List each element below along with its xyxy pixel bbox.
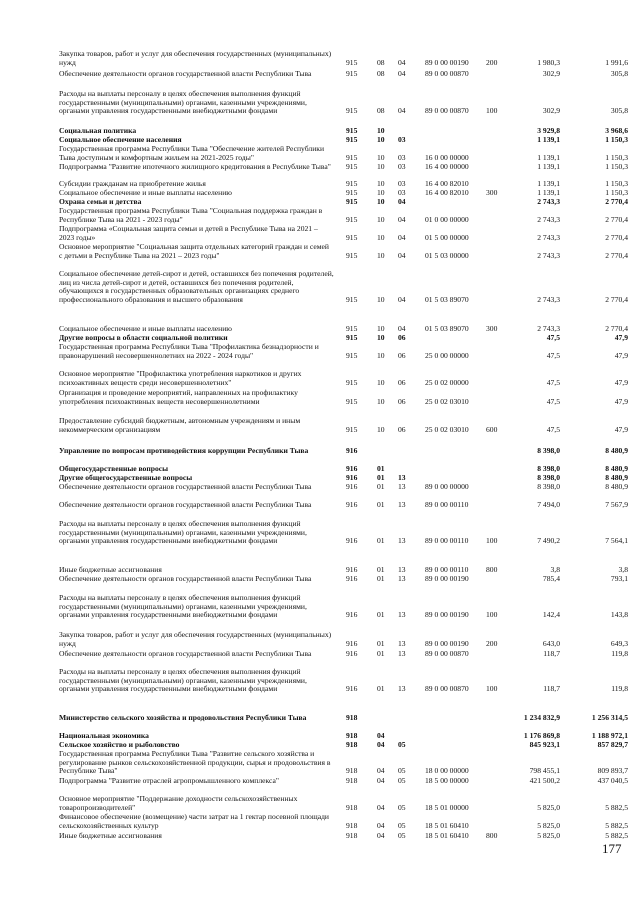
section-code: 01 <box>377 610 385 620</box>
subsection-code: 06 <box>398 350 406 360</box>
subsection-code: 04 <box>398 57 406 67</box>
amount-year-2: 47,9 <box>614 424 628 434</box>
row-name: Социальное обеспечение и иные выплаты населению <box>59 188 232 197</box>
row-name: Иные бюджетные ассигнования <box>59 565 162 574</box>
amount-year-1: 8 398,0 <box>537 464 560 473</box>
target-article-code: 25 0 00 00000 <box>425 350 469 360</box>
amount-year-2: 8 480,9 <box>605 446 628 455</box>
row-name: Основное мероприятие "Социальная защита отдельных категорий граждан и семей с детьми в Республике Тыва на 2021 – 2023 годы" <box>59 242 329 260</box>
row-name: Иные бюджетные ассигнования <box>59 831 162 840</box>
section-code: 01 <box>377 500 385 509</box>
grbs-code: 915 <box>346 350 358 360</box>
row-name: Обеспечение деятельности органов государственной власти Республики Тыва <box>59 500 312 509</box>
amount-year-1: 2 743,3 <box>537 197 560 206</box>
subsection-code: 04 <box>398 324 406 333</box>
subsection-code: 13 <box>398 649 406 658</box>
amount-year-2: 5 882,5 <box>605 831 628 840</box>
section-code: 10 <box>377 250 385 260</box>
row-name: Социальное обеспечение и иные выплаты населению <box>59 324 232 333</box>
section-code: 10 <box>377 294 385 304</box>
row-name: Другие общегосударственные вопросы <box>59 473 193 482</box>
subsection-code: 13 <box>398 565 406 574</box>
section-code: 04 <box>377 776 385 785</box>
amount-year-1: 2 743,3 <box>537 324 560 333</box>
amount-year-2: 305,8 <box>610 106 628 116</box>
grbs-code: 916 <box>346 536 358 546</box>
subsection-code: 13 <box>398 684 406 694</box>
section-code: 10 <box>377 396 385 406</box>
amount-year-1: 785,4 <box>542 574 560 583</box>
grbs-code: 915 <box>346 179 358 188</box>
amount-year-2: 649,3 <box>610 638 628 648</box>
grbs-code: 915 <box>346 135 358 144</box>
amount-year-2: 2 770,4 <box>605 250 628 260</box>
amount-year-2: 1 150,3 <box>605 135 628 144</box>
section-code: 04 <box>377 766 385 776</box>
amount-year-1: 2 743,3 <box>537 294 560 304</box>
subsection-code: 06 <box>398 424 406 434</box>
amount-year-2: 1 991,6 <box>605 57 628 67</box>
grbs-code: 916 <box>346 464 358 473</box>
section-code: 04 <box>377 802 385 812</box>
amount-year-2: 1 150,3 <box>605 152 628 162</box>
amount-year-2: 1 256 314,5 <box>591 713 628 722</box>
row-name: Другие вопросы в области социальной политики <box>59 333 228 342</box>
amount-year-1: 7 494,0 <box>537 500 560 509</box>
expense-type-code: 100 <box>486 610 498 620</box>
row-name: Социальное обеспечение детей-сирот и детей, оставшихся без попечения родителей, лиц из числа детей-сирот и детей, оставшихся без попечения родителей, обучающихся в государственных образовательных организациях среднего профессионального образования и высшего образования <box>59 269 334 304</box>
section-code: 10 <box>377 135 385 144</box>
target-article-code: 89 0 00 00110 <box>425 500 469 509</box>
grbs-code: 918 <box>346 831 358 840</box>
target-article-code: 89 0 00 00870 <box>425 69 469 78</box>
grbs-code: 915 <box>346 250 358 260</box>
row-name: Расходы на выплаты персоналу в целях обеспечения выполнения функций государственными (муниципальными) органами, казенными учреждениями, органами управления государственными внебюджетными фондами <box>59 667 307 694</box>
subsection-code: 06 <box>398 333 406 342</box>
amount-year-2: 2 770,4 <box>605 197 628 206</box>
target-article-code: 18 5 01 00000 <box>425 802 469 812</box>
section-code: 10 <box>377 324 385 333</box>
amount-year-1: 142,4 <box>542 610 560 620</box>
grbs-code: 916 <box>346 610 358 620</box>
amount-year-2: 8 480,9 <box>605 464 628 473</box>
target-article-code: 89 0 00 00190 <box>425 638 469 648</box>
amount-year-2: 1 150,3 <box>605 188 628 197</box>
amount-year-2: 3 968,6 <box>605 126 628 135</box>
expense-type-code: 200 <box>486 638 498 648</box>
subsection-code: 04 <box>398 250 406 260</box>
amount-year-1: 8 398,0 <box>537 473 560 482</box>
amount-year-1: 5 825,0 <box>537 802 560 812</box>
subsection-code: 04 <box>398 232 406 242</box>
section-code: 01 <box>377 464 385 473</box>
subsection-code: 03 <box>398 179 406 188</box>
expense-type-code: 800 <box>486 831 498 840</box>
amount-year-1: 3,8 <box>550 565 560 574</box>
expense-type-code: 600 <box>486 424 498 434</box>
amount-year-1: 1 139,1 <box>537 179 560 188</box>
amount-year-1: 2 743,3 <box>537 250 560 260</box>
grbs-code: 915 <box>346 57 358 67</box>
row-name: Управление по вопросам противодействия коррупции Республики Тыва <box>59 446 309 455</box>
section-code: 10 <box>377 162 385 171</box>
amount-year-1: 7 490,2 <box>537 536 560 546</box>
section-code: 10 <box>377 377 385 387</box>
row-name: Предоставление субсидий бюджетным, автономным учреждениям и иным некоммерческим организациям <box>59 416 301 434</box>
amount-year-1: 47,5 <box>546 350 560 360</box>
grbs-code: 916 <box>346 638 358 648</box>
target-article-code: 89 0 00 00870 <box>425 649 469 658</box>
subsection-code: 06 <box>398 396 406 406</box>
grbs-code: 915 <box>346 324 358 333</box>
amount-year-2: 305,8 <box>610 69 628 78</box>
row-name: Основное мероприятие "Поддержание доходности сельскохозяйственных товаропроизводителей" <box>59 794 298 812</box>
target-article-code: 01 5 03 89070 <box>425 324 469 333</box>
section-code: 01 <box>377 536 385 546</box>
grbs-code: 916 <box>346 574 358 583</box>
amount-year-1: 8 398,0 <box>537 482 560 491</box>
amount-year-1: 118,7 <box>543 684 560 694</box>
row-name: Социальная политика <box>59 126 137 135</box>
row-name: Государственная программа Республики Тыва "Социальная поддержка граждан в Республике Тыва на 2021 - 2023 годы" <box>59 206 323 224</box>
grbs-code: 918 <box>346 802 358 812</box>
amount-year-1: 302,9 <box>542 69 560 78</box>
row-name: Подпрограмма "Развитие ипотечного жилищного кредитования в Республике Тыва" <box>59 162 331 171</box>
section-code: 04 <box>377 831 385 840</box>
amount-year-1: 118,7 <box>543 649 560 658</box>
section-code: 01 <box>377 649 385 658</box>
amount-year-2: 2 770,4 <box>605 214 628 224</box>
row-name: Субсидии гражданам на приобретение жилья <box>59 179 206 188</box>
row-name: Обеспечение деятельности органов государственной власти Республики Тыва <box>59 649 312 658</box>
row-name: Общегосударственные вопросы <box>59 464 169 473</box>
target-article-code: 89 0 00 00190 <box>425 574 469 583</box>
section-code: 10 <box>377 197 385 206</box>
section-code: 01 <box>377 482 385 491</box>
subsection-code: 03 <box>398 188 406 197</box>
target-article-code: 89 0 00 00870 <box>425 684 469 694</box>
expense-type-code: 800 <box>486 565 498 574</box>
section-code: 01 <box>377 473 385 482</box>
grbs-code: 915 <box>346 69 358 78</box>
amount-year-2: 793,1 <box>610 574 628 583</box>
subsection-code: 05 <box>398 831 406 840</box>
grbs-code: 916 <box>346 482 358 491</box>
section-code: 01 <box>377 638 385 648</box>
amount-year-1: 47,5 <box>546 333 560 342</box>
amount-year-2: 47,9 <box>614 377 628 387</box>
section-code: 01 <box>377 574 385 583</box>
target-article-code: 01 5 00 00000 <box>425 232 469 242</box>
amount-year-1: 3 929,8 <box>537 126 560 135</box>
subsection-code: 13 <box>398 482 406 491</box>
amount-year-2: 47,9 <box>614 333 628 342</box>
subsection-code: 03 <box>398 162 406 171</box>
expense-type-code: 200 <box>486 57 498 67</box>
section-code: 10 <box>377 232 385 242</box>
grbs-code: 916 <box>346 684 358 694</box>
grbs-code: 916 <box>346 473 358 482</box>
amount-year-1: 8 398,0 <box>537 446 560 455</box>
subsection-code: 05 <box>398 766 406 776</box>
target-article-code: 89 0 00 00110 <box>425 565 469 574</box>
grbs-code: 915 <box>346 232 358 242</box>
grbs-code: 916 <box>346 649 358 658</box>
row-name: Государственная программа Республики Тыва "Профилактика безнадзорности и правонарушений несовершеннолетних на 2022 - 2024 годы" <box>59 342 319 360</box>
subsection-code: 04 <box>398 69 406 78</box>
grbs-code: 918 <box>346 820 358 830</box>
amount-year-2: 1 150,3 <box>605 162 628 171</box>
amount-year-2: 119,8 <box>611 649 628 658</box>
amount-year-1: 47,5 <box>546 377 560 387</box>
section-code: 04 <box>377 740 385 749</box>
grbs-code: 915 <box>346 294 358 304</box>
target-article-code: 18 5 00 00000 <box>425 776 469 785</box>
amount-year-2: 7 567,9 <box>605 500 628 509</box>
row-name: Организация и проведение мероприятий, направленных на профилактику употребления психоактивных веществ несовершеннолетними <box>59 388 298 406</box>
row-name: Обеспечение деятельности органов государственной власти Республики Тыва <box>59 69 312 78</box>
subsection-code: 03 <box>398 152 406 162</box>
amount-year-2: 2 770,4 <box>605 294 628 304</box>
grbs-code: 918 <box>346 740 358 749</box>
amount-year-2: 47,9 <box>614 350 628 360</box>
row-name: Основное мероприятие "Профилактика употребления наркотиков и других психоактивных веществ среди несовершеннолетних" <box>59 369 302 387</box>
subsection-code: 13 <box>398 473 406 482</box>
grbs-code: 918 <box>346 713 358 722</box>
amount-year-1: 1 139,1 <box>537 188 560 197</box>
row-name: Обеспечение деятельности органов государственной власти Республики Тыва <box>59 574 312 583</box>
expense-type-code: 100 <box>486 536 498 546</box>
subsection-code: 04 <box>398 214 406 224</box>
amount-year-1: 1 139,1 <box>537 152 560 162</box>
subsection-code: 05 <box>398 776 406 785</box>
amount-year-1: 2 743,3 <box>537 232 560 242</box>
subsection-code: 13 <box>398 610 406 620</box>
amount-year-2: 2 770,4 <box>605 324 628 333</box>
subsection-code: 05 <box>398 802 406 812</box>
section-code: 10 <box>377 179 385 188</box>
grbs-code: 915 <box>346 214 358 224</box>
row-name: Государственная программа Республики Тыва "Развитие сельского хозяйства и регулирование рынков сельскохозяйственной продукции, сырья и продовольствия в Республике Тыва" <box>59 749 331 776</box>
amount-year-2: 437 040,5 <box>597 776 628 785</box>
section-code: 10 <box>377 350 385 360</box>
subsection-code: 05 <box>398 740 406 749</box>
amount-year-1: 1 234 832,9 <box>523 713 560 722</box>
row-name: Закупка товаров, работ и услуг для обеспечения государственных (муниципальных) нужд <box>59 630 332 648</box>
target-article-code: 89 0 00 00190 <box>425 57 469 67</box>
target-article-code: 89 0 00 00190 <box>425 610 469 620</box>
target-article-code: 25 0 02 03010 <box>425 424 469 434</box>
target-article-code: 89 0 00 00000 <box>425 482 469 491</box>
amount-year-2: 8 480,9 <box>605 482 628 491</box>
target-article-code: 89 0 00 00870 <box>425 106 469 116</box>
section-code: 10 <box>377 333 385 342</box>
row-name: Расходы на выплаты персоналу в целях обеспечения выполнения функций государственными (муниципальными) органами, казенными учреждениями, органами управления государственными внебюджетными фондами <box>59 89 307 116</box>
row-name: Министерство сельского хозяйства и продовольствия Республики Тыва <box>59 713 307 722</box>
grbs-code: 915 <box>346 377 358 387</box>
subsection-code: 05 <box>398 820 406 830</box>
section-code: 01 <box>377 684 385 694</box>
amount-year-2: 809 893,7 <box>597 766 628 776</box>
grbs-code: 915 <box>346 162 358 171</box>
section-code: 04 <box>377 820 385 830</box>
amount-year-2: 5 882,5 <box>605 820 628 830</box>
subsection-code: 03 <box>398 135 406 144</box>
target-article-code: 18 5 01 60410 <box>425 820 469 830</box>
amount-year-2: 1 150,3 <box>605 179 628 188</box>
row-name: Финансовое обеспечение (возмещение) части затрат на 1 гектар посевной площади сельскохозяйственных культур <box>59 812 329 830</box>
amount-year-1: 421 500,2 <box>529 776 560 785</box>
target-article-code: 16 0 00 00000 <box>425 152 469 162</box>
target-article-code: 01 5 03 00000 <box>425 250 469 260</box>
amount-year-2: 3,8 <box>618 565 628 574</box>
amount-year-1: 5 825,0 <box>537 831 560 840</box>
expense-type-code: 300 <box>486 188 498 197</box>
grbs-code: 918 <box>346 776 358 785</box>
subsection-code: 13 <box>398 536 406 546</box>
amount-year-2: 1 188 972,1 <box>591 731 628 740</box>
amount-year-1: 1 139,1 <box>537 162 560 171</box>
row-name: Обеспечение деятельности органов государственной власти Республики Тыва <box>59 482 312 491</box>
amount-year-2: 2 770,4 <box>605 232 628 242</box>
subsection-code: 13 <box>398 638 406 648</box>
expense-type-code: 300 <box>486 324 498 333</box>
grbs-code: 915 <box>346 126 358 135</box>
amount-year-1: 2 743,3 <box>537 214 560 224</box>
grbs-code: 915 <box>346 106 358 116</box>
row-name: Подпрограмма «Социальная защита семьи и детей в Республике Тыва на 2021 – 2023 годы» <box>59 224 318 242</box>
row-name: Подпрограмма "Развитие отраслей агропромышленного комплекса" <box>59 776 279 785</box>
target-article-code: 16 4 00 82010 <box>425 188 469 197</box>
section-code: 10 <box>377 424 385 434</box>
row-name: Социальное обеспечение населения <box>59 135 182 144</box>
section-code: 10 <box>377 126 385 135</box>
target-article-code: 25 0 02 03010 <box>425 396 469 406</box>
amount-year-1: 1 980,3 <box>537 57 560 67</box>
subsection-code: 13 <box>398 574 406 583</box>
target-article-code: 16 4 00 00000 <box>425 162 469 171</box>
amount-year-2: 8 480,9 <box>605 473 628 482</box>
target-article-code: 01 0 00 00000 <box>425 214 469 224</box>
grbs-code: 918 <box>346 766 358 776</box>
row-name: Закупка товаров, работ и услуг для обеспечения государственных (муниципальных) нужд <box>59 49 332 67</box>
subsection-code: 13 <box>398 500 406 509</box>
row-name: Сельское хозяйство и рыболовство <box>59 740 180 749</box>
amount-year-1: 47,5 <box>546 396 560 406</box>
amount-year-2: 857 829,7 <box>597 740 628 749</box>
amount-year-2: 7 564,1 <box>605 536 628 546</box>
section-code: 10 <box>377 214 385 224</box>
amount-year-1: 1 176 869,8 <box>523 731 560 740</box>
amount-year-1: 302,9 <box>542 106 560 116</box>
grbs-code: 915 <box>346 396 358 406</box>
subsection-code: 04 <box>398 106 406 116</box>
amount-year-1: 845 923,1 <box>529 740 560 749</box>
grbs-code: 915 <box>346 152 358 162</box>
amount-year-1: 798 455,1 <box>529 766 560 776</box>
row-name: Расходы на выплаты персоналу в целях обеспечения выполнения функций государственными (муниципальными) органами, казенными учреждениями, органами управления государственными внебюджетными фондами <box>59 593 307 620</box>
row-name: Охрана семьи и детства <box>59 197 142 206</box>
grbs-code: 918 <box>346 731 358 740</box>
expense-type-code: 100 <box>486 684 498 694</box>
section-code: 08 <box>377 69 385 78</box>
target-article-code: 89 0 00 00110 <box>425 536 469 546</box>
amount-year-2: 143,8 <box>610 610 628 620</box>
target-article-code: 18 5 01 60410 <box>425 831 469 840</box>
section-code: 08 <box>377 106 385 116</box>
section-code: 04 <box>377 731 385 740</box>
subsection-code: 06 <box>398 377 406 387</box>
amount-year-1: 5 825,0 <box>537 820 560 830</box>
amount-year-1: 1 139,1 <box>537 135 560 144</box>
row-name: Государственная программа Республики Тыва "Обеспечение жителей Республики Тыва доступным и комфортным жильем на 2021-2025 годы" <box>59 144 325 162</box>
target-article-code: 01 5 03 89070 <box>425 294 469 304</box>
page-number: 177 <box>602 841 622 856</box>
amount-year-2: 5 882,5 <box>605 802 628 812</box>
target-article-code: 16 4 00 82010 <box>425 179 469 188</box>
grbs-code: 915 <box>346 424 358 434</box>
grbs-code: 915 <box>346 333 358 342</box>
row-name: Национальная экономика <box>59 731 149 740</box>
section-code: 10 <box>377 188 385 197</box>
grbs-code: 916 <box>346 500 358 509</box>
grbs-code: 916 <box>346 565 358 574</box>
grbs-code: 915 <box>346 197 358 206</box>
grbs-code: 916 <box>346 446 358 455</box>
amount-year-1: 643,0 <box>542 638 560 648</box>
grbs-code: 915 <box>346 188 358 197</box>
subsection-code: 04 <box>398 294 406 304</box>
expense-type-code: 100 <box>486 106 498 116</box>
amount-year-1: 47,5 <box>546 424 560 434</box>
section-code: 10 <box>377 152 385 162</box>
section-code: 08 <box>377 57 385 67</box>
row-name: Расходы на выплаты персоналу в целях обеспечения выполнения функций государственными (муниципальными) органами, казенными учреждениями, органами управления государственными внебюджетными фондами <box>59 519 307 546</box>
subsection-code: 04 <box>398 197 406 206</box>
target-article-code: 18 0 00 00000 <box>425 766 469 776</box>
amount-year-2: 47,9 <box>614 396 628 406</box>
amount-year-2: 119,8 <box>611 684 628 694</box>
target-article-code: 25 0 02 00000 <box>425 377 469 387</box>
section-code: 01 <box>377 565 385 574</box>
